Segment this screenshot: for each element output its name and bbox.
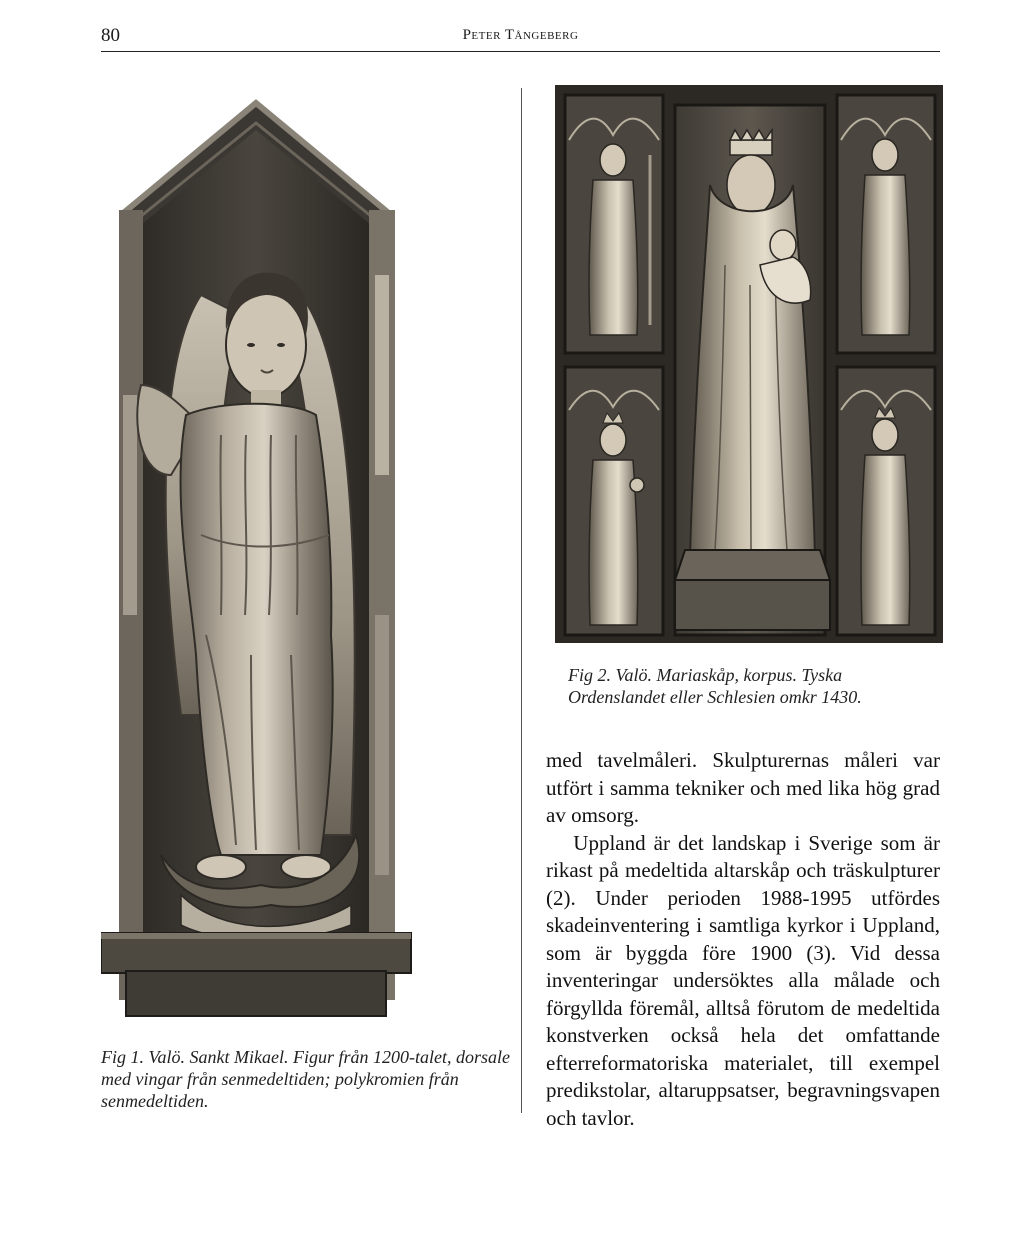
figure-2-caption: Fig 2. Valö. Mariaskåp, korpus. Tyska Ordenslandet eller Schlesien omkr 1430. [568,665,862,707]
page-header [101,25,940,52]
paragraph-2: Uppland är det landskap i Sverige som är rikast på medeltida altarskåp och träskulpturer (2). Under perioden 1988-1995 utfördes skadeinventering i samtliga kyrkor i Uppland, som är byggda före 1900 (3). Vid dessa inventeringar undersöktes alla målade och förgyllda föremål, alltså förutom de medeltida konstverken också hela det omfattande efterreformatoriska materialet, till exempel predikstolar, altaruppsatser, begravningsvapen och tavlor. [546,830,940,1130]
page-number: 80 [101,25,120,46]
figure-2-photo [555,85,943,643]
paragraph-1: med tavelmåleri. Skulpturernas måleri var utfört i samma tekniker och med lika hög grad av omsorg. [546,748,940,827]
body-text [546,747,940,1132]
column-divider [521,88,522,1113]
figure-1-photo [101,95,512,1030]
figure-1-caption: Fig 1. Valö. Sankt Mikael. Figur från 1200-talet, dorsale med vingar från senmedeltiden; polykromien från senmedeltiden. [101,1047,510,1111]
running-head: Peter Tångeberg [462,27,579,43]
